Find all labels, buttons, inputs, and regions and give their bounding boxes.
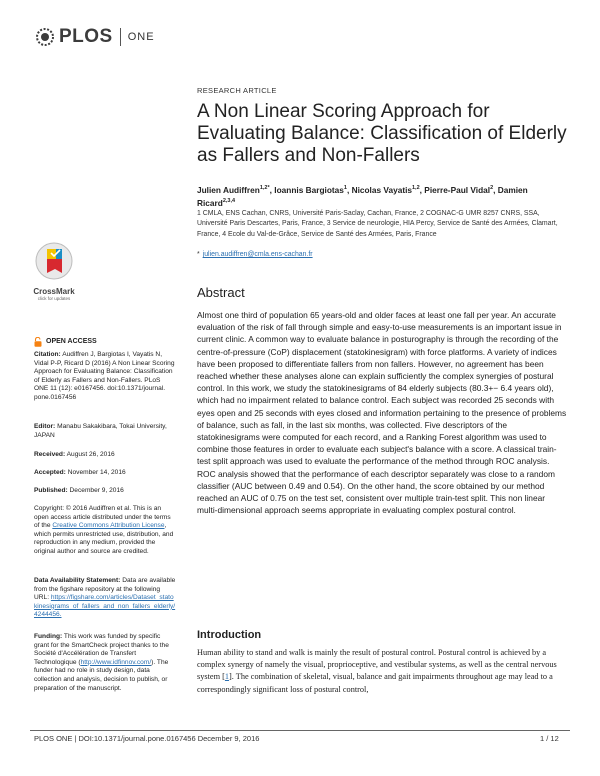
funding-text-end: ). The funder had no role in study design, data collection and analysis, decision to publish, or preparation of the manuscript.	[34, 658, 169, 692]
editor-text: Manabu Sakakibara, Tokai University, JAPAN	[34, 423, 167, 439]
funder-link[interactable]: http://www.idfinnov.com/	[80, 658, 152, 666]
open-access-label: OPEN ACCESS	[46, 337, 97, 345]
copyright-block	[34, 505, 176, 557]
published-block	[34, 487, 176, 496]
introduction-text: Human ability to stand and walk is mainly the result of postural control. Postural control is achieved by a complex synergy of namely the visual, proprioceptive, and vestibular systems, as well as the central nervous system [1]. The combination of skeletal, visual, balance and gait impairments throughout age may lead to a correspondingly significant loss of postural control,	[197, 648, 557, 694]
abstract-heading: Abstract	[197, 285, 245, 300]
abstract-text: Almost one third of population 65 years-old and older faces at least one fall per year. An accurate evaluation of the risk of fall through simple and easy-to-use measurements is an important issue in current clinic. A common way to evaluate balance in posturography is through the recording of the centre-of-pressure (CoP) displacement (statokinesigram) with force platforms. A variety of indices have been proposed to differentiate fallers from non fallers. However, no agreement has been reached whether these analyses alone can explain sufficiently the complex synergies of postural control. In this work, we study the statokinesigrams of 84 elderly subjects (80.3+− 6.4 years old), which had no impairment related to balance control. Each subject was recorded 25 seconds with eyes open and 25 seconds with eyes closed and information pertaining to the presence of problems of balance, such as fall, in the last six months, was collected. Five descriptors of the statokinesigrams were computed for each record, and a Ranking Forest algorithm was used to combine those features in order to evaluate each subject's balance with a score. A classical train-test split approach was used to evaluate the performance of the method through ROC analysis. ROC analysis showed that the performance of each descriptor separately was close to a random classifier (AUC between 0.49 and 0.54). On the other hand, the score obtained by our method reached an AUC of 0.75 on the test set, consistent over multiple train-test split. This non linear multi-dimensional approach seems appropriate in evaluating complex postural control.	[197, 310, 567, 516]
journal-name: ONE	[127, 31, 155, 43]
accepted-text: November 14, 2016	[67, 469, 126, 476]
copyright-text-end: , which permits unrestricted use, distribution, and reproduction in any medium, provided the original author and source are credited.	[34, 522, 174, 555]
email-link[interactable]: julien.audiffren@cmla.ens-cachan.fr	[202, 251, 313, 258]
received-block	[34, 451, 176, 460]
author-list: Julien Audiffren$^{1,2*}$, Ioannis Bargiotas$^1$, Nicolas Vayatis$^{1,2}$, Pierre-Paul Vidal$^2$, Damien Ricard$^{2,3,4}$	[197, 184, 528, 208]
footer-citation: PLOS ONE | DOI:10.1371/journal.pone.0167456 December 9, 2016	[34, 734, 260, 743]
corresponding-star: *	[197, 251, 200, 258]
funding-label: Funding:	[34, 633, 63, 640]
received-label: Received:	[34, 451, 66, 458]
received-text: August 26, 2016	[66, 451, 115, 458]
author[interactable]: Ioannis Bargiotas$^1$	[274, 184, 347, 195]
crossmark-icon	[34, 241, 74, 281]
figshare-link[interactable]: https://figshare.com/articles/Dataset_statokinesigrams_of_fallers_and_non_fallers_elderly/4244456.	[34, 594, 176, 619]
introduction-heading: Introduction	[197, 629, 262, 641]
published-label: Published:	[34, 487, 68, 494]
license-link[interactable]: Creative Commons Attribution License	[52, 522, 165, 530]
author[interactable]: Pierre-Paul Vidal$^2$	[424, 184, 494, 195]
affiliations: 1 CMLA, ENS Cachan, CNRS, Université Paris-Saclay, Cachan, France, 2 COGNAC-G UMR 8257 CNRS, SSA, Université Paris Descartes, Paris, France, 3 Service de neurologie, HIA Percy, Service de Santé des Armées, Clamart, France, 4 Ecole du Val-de-Grâce, Service de Santé des Armées, Paris, France	[197, 210, 558, 238]
logo-divider	[120, 28, 121, 46]
accepted-block	[34, 469, 176, 478]
funding-text: This work was funded by specific grant for the SmartCheck project thanks to the Société d'Accélération de Transfert Technologique (	[34, 633, 169, 666]
article-title: A Non Linear Scoring Approach for Evaluating Balance: Classification of Elderly as Fallers and Non-Fallers	[197, 101, 567, 166]
author[interactable]: Julien Audiffren$^{1,2*}$	[197, 184, 270, 195]
copyright-text: Copyright: © 2016 Audiffren et al. This is an open access article distributed under the terms of the	[34, 505, 171, 530]
citation-label: Citation:	[34, 351, 61, 358]
author[interactable]: Nicolas Vayatis$^{1,2}$	[351, 184, 420, 195]
page-number: 1 / 12	[540, 734, 559, 743]
article-type: RESEARCH ARTICLE	[197, 86, 277, 95]
brand-name: PLOS	[59, 26, 113, 47]
corresponding-email	[197, 251, 567, 258]
accepted-label: Accepted:	[34, 469, 66, 476]
data-availability-label: Data Availability Statement:	[34, 577, 121, 584]
crossmark-badge[interactable]	[30, 241, 78, 301]
reference-link[interactable]: 1	[224, 672, 230, 682]
journal-logo[interactable]	[34, 26, 155, 48]
data-availability-text: Data are available from the figshare repository at the following URL:	[34, 577, 176, 602]
editor-block	[34, 423, 176, 440]
citation-block	[34, 351, 176, 403]
published-text: December 9, 2016	[69, 487, 124, 494]
funding-block	[34, 633, 176, 693]
plos-logo-icon	[34, 26, 56, 48]
crossmark-label: CrossMark	[33, 287, 75, 296]
open-lock-icon	[34, 337, 42, 347]
citation-text: Audiffren J, Bargiotas I, Vayatis N, Vidal P-P, Ricard D (2016) A Non Linear Scoring Approach for Evaluating Balance: Classification of Elderly as Fallers and Non-Fallers. PLoS ONE 11 (12): e0167456. doi:10.1371/journal. pone.0167456	[34, 351, 175, 401]
data-availability-block	[34, 577, 176, 620]
crossmark-sub: click for updates	[37, 296, 71, 301]
footer-divider	[30, 730, 570, 731]
editor-label: Editor:	[34, 423, 56, 430]
open-access-badge	[34, 337, 176, 347]
author[interactable]: Damien Ricard$^{2,3,4}$	[197, 184, 528, 208]
